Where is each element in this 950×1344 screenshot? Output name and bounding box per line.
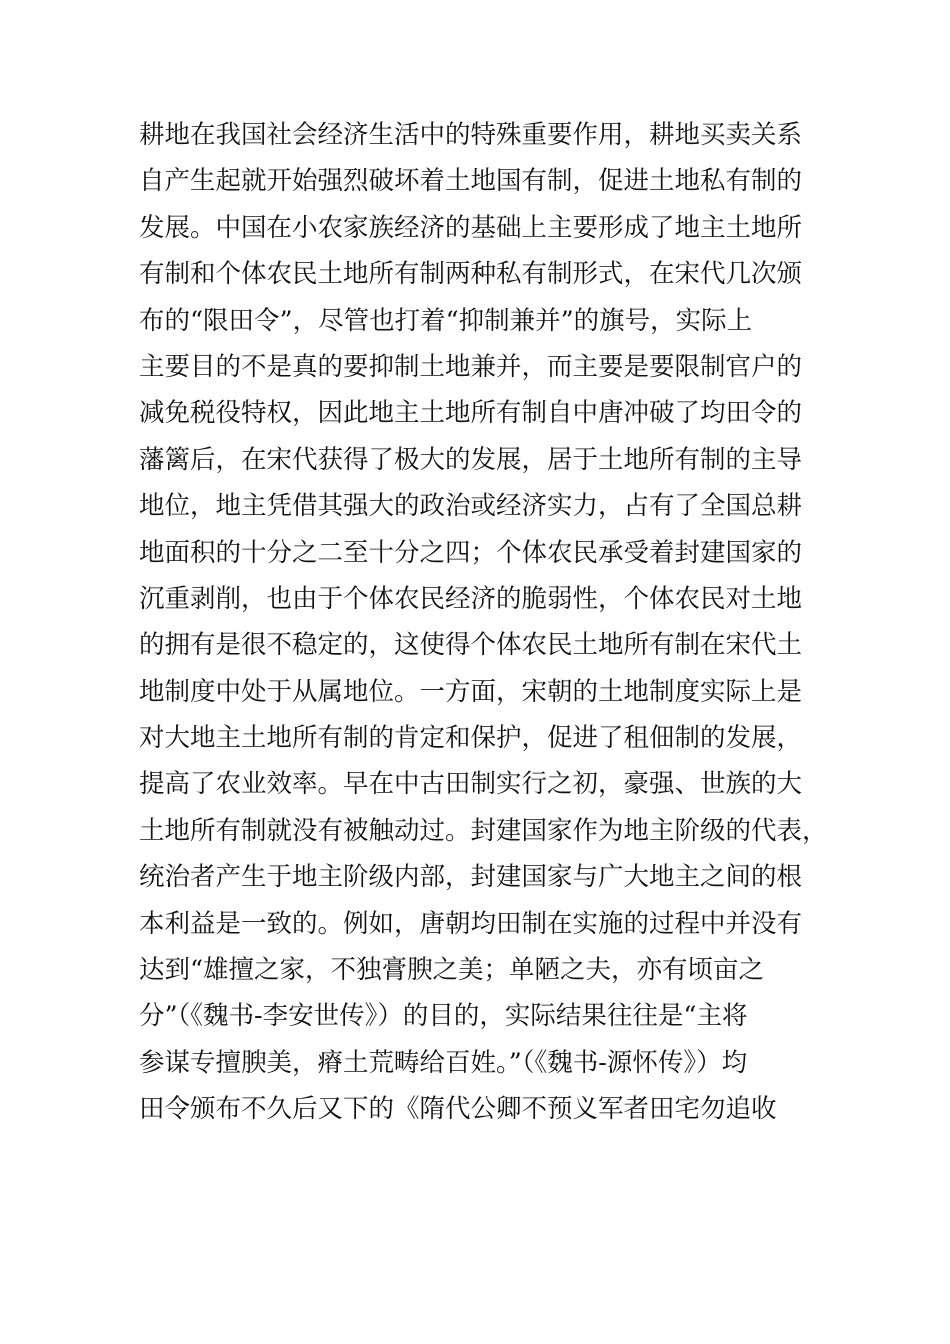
text-line: 减免税役特权，因此地主土地所有制自中唐冲破了均田令的 [139, 398, 803, 429]
text-line: 主要目的不是真的要抑制土地兼并，而主要是要限制官户的 [139, 351, 803, 382]
text-line: 田令颁布不久后又下的《隋代公卿不预义军者田宅勿追收 [139, 1094, 777, 1125]
text-line: 本利益是一致的。例如，唐朝均田制在实施的过程中并没有 [139, 908, 803, 939]
text-line: 自产生起就开始强烈破坏着土地国有制，促进土地私有制的 [139, 166, 803, 197]
body-text [139, 112, 829, 1133]
text-line: 达到“雄擅之家，不独膏腴之美；单陋之夫，亦有顷亩之 [139, 955, 765, 986]
text-line: 分”（《魏书-李安世传》）的目的，实际结果往往是“主将 [139, 1001, 748, 1032]
text-line: 藩篱后，在宋代获得了极大的发展，居于土地所有制的主导 [139, 444, 803, 475]
text-line: 土地所有制就没有被触动过。封建国家作为地主阶级的代表， [139, 815, 828, 846]
text-line: 参谋专擅腴美，瘠土荒畴给百姓。”（《魏书-源怀传》）均 [139, 1047, 748, 1078]
text-line: 沉重剥削，也由于个体农民经济的脆弱性，个体农民对土地 [139, 583, 803, 614]
text-line: 地制度中处于从属地位。一方面，宋朝的土地制度实际上是 [139, 676, 803, 707]
text-line: 布的“限田令”，尽管也打着“抑制兼并”的旗号，实际上 [139, 305, 753, 336]
text-line: 耕地在我国社会经济生活中的特殊重要作用，耕地买卖关系 [139, 120, 803, 150]
text-line: 地位，地主凭借其强大的政治或经济实力，占有了全国总耕 [139, 491, 803, 522]
text-line: 的拥有是很不稳定的，这使得个体农民土地所有制在宋代土 [139, 630, 803, 661]
text-line: 统治者产生于地主阶级内部，封建国家与广大地主之间的根 [139, 862, 803, 893]
text-line: 发展。中国在小农家族经济的基础上主要形成了地主土地所 [139, 212, 803, 243]
text-line: 有制和个体农民土地所有制两种私有制形式，在宋代几次颁 [139, 259, 803, 290]
text-line: 对大地主土地所有制的肯定和保护，促进了租佃制的发展， [139, 723, 803, 754]
text-line: 地面积的十分之二至十分之四；个体农民承受着封建国家的 [139, 537, 803, 568]
text-line: 提高了农业效率。早在中古田制实行之初，豪强、世族的大 [139, 769, 803, 800]
